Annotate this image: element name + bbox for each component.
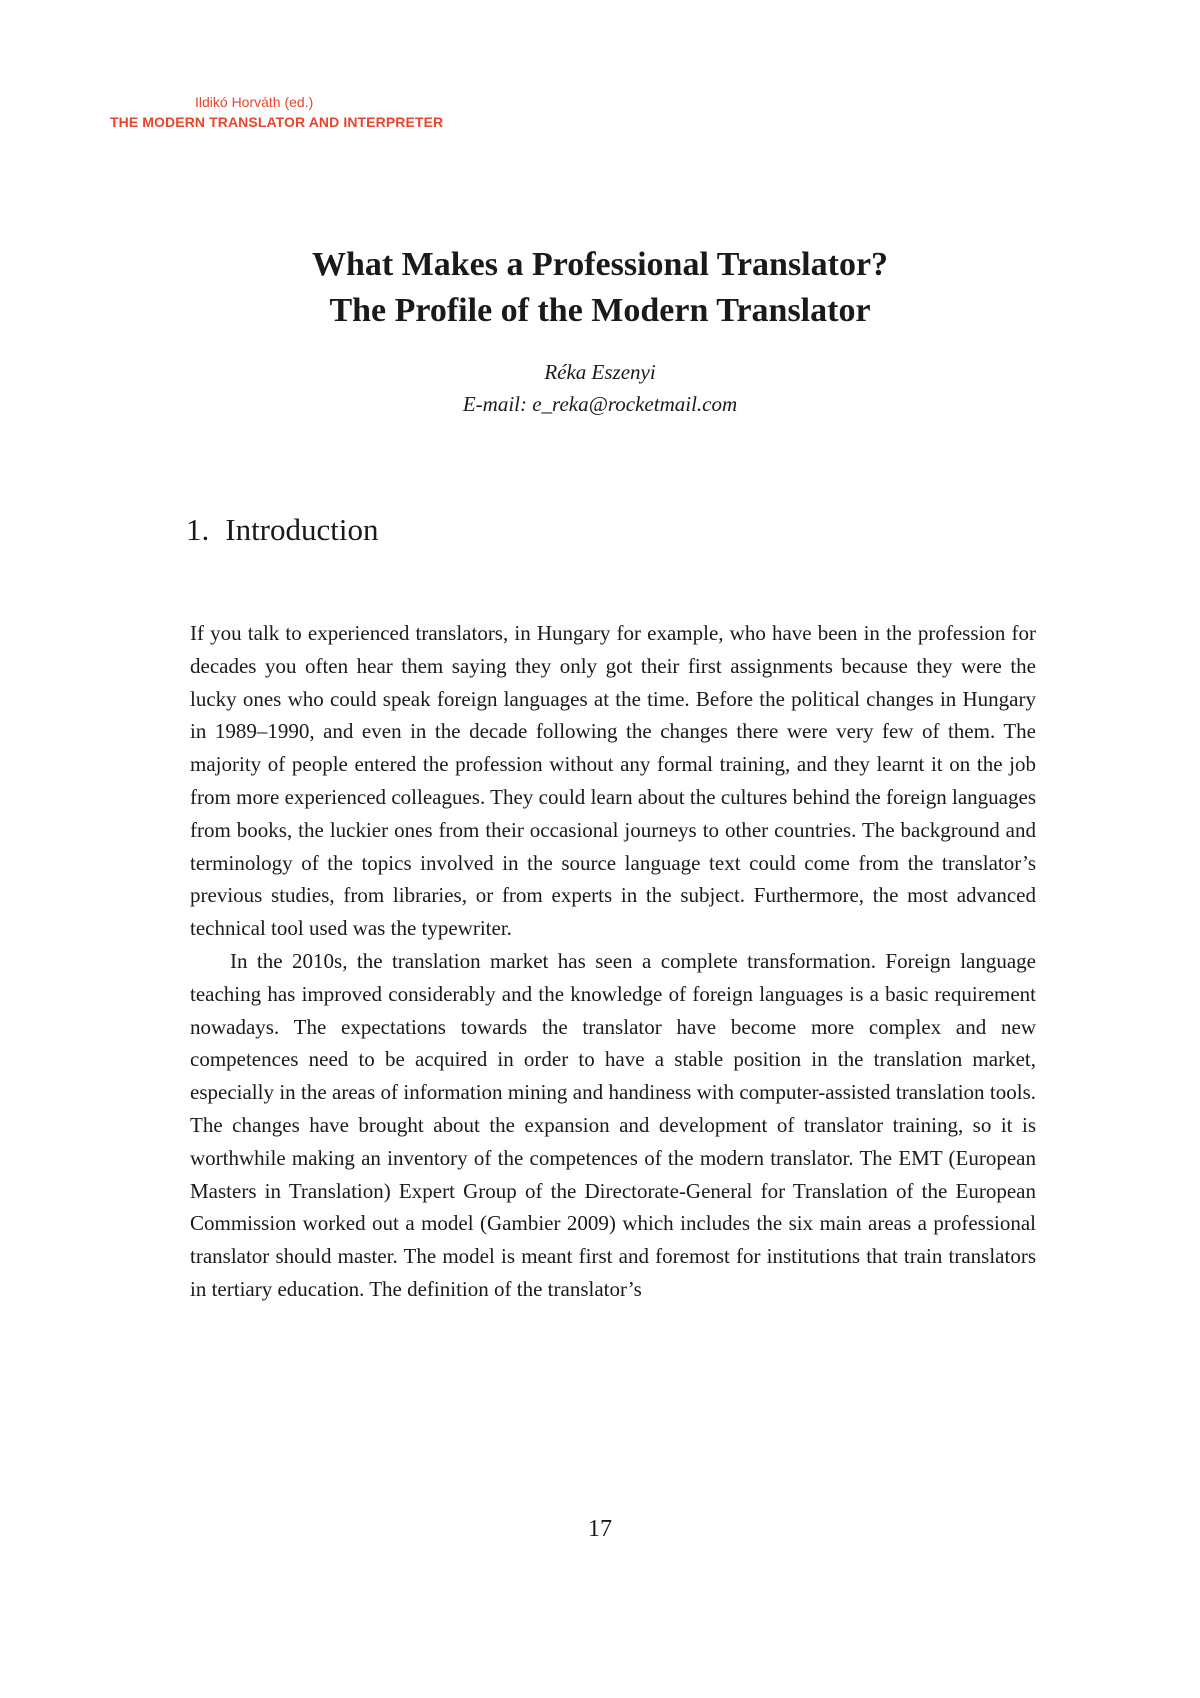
- body-text: [190, 617, 1036, 1306]
- paragraph: If you talk to experienced translators, in Hungary for example, who have been in the profession for decades you often hear them saying they only got their first assignments because they were the lucky ones who could speak foreign languages at the time. Before the political changes in Hungary in 1989–1990, and even in the decade following the changes there were very few of them. The majority of people entered the profession without any formal training, and they learnt it on the job from more experienced colleagues. They could learn about the cultures behind the foreign languages from books, the luckier ones from their occasional journeys to other countries. The background and terminology of the topics involved in the source language text could come from the translator’s previous studies, from libraries, or from experts in the subject. Furthermore, the most advanced technical tool used was the typewriter.: [190, 621, 1036, 941]
- article-title-line-2: The Profile of the Modern Translator: [329, 292, 871, 329]
- section-heading: [186, 510, 379, 550]
- article-title: [0, 242, 1200, 334]
- author-name: Réka Eszenyi: [544, 360, 656, 384]
- section-number: 1.: [186, 512, 210, 547]
- section-title: Introduction: [225, 512, 379, 547]
- article-title-line-1: What Makes a Professional Translator?: [311, 246, 889, 283]
- running-head: [110, 92, 443, 132]
- paragraph: In the 2010s, the translation market has seen a complete transformation. Foreign language teaching has improved considerably and the knowledge of foreign languages is a basic requirement nowadays. The expectations towards the translator have become more complex and new competences need to be acquired in order to have a stable position in the translation market, especially in the areas of information mining and handiness with computer-assisted translation tools. The changes have brought about the expansion and development of translator training, so it is worthwhile making an inventory of the competences of the modern translator. The EMT (European Masters in Translation) Expert Group of the Directorate-General for Translation of the European Commission worked out a model (Gambier 2009) which includes the six main areas a professional translator should master. The model is meant first and foremost for institutions that train translators in tertiary education. The definition of the translator’s: [190, 948, 1036, 1301]
- page-number: 17: [588, 1516, 612, 1542]
- running-head-editor: Ildikó Horváth (ed.): [195, 94, 314, 110]
- author-email: E-mail: e_reka@rocketmail.com: [462, 392, 738, 416]
- author-block: [0, 356, 1200, 420]
- running-head-book-title: THE MODERN TRANSLATOR AND INTERPRETER: [110, 114, 444, 130]
